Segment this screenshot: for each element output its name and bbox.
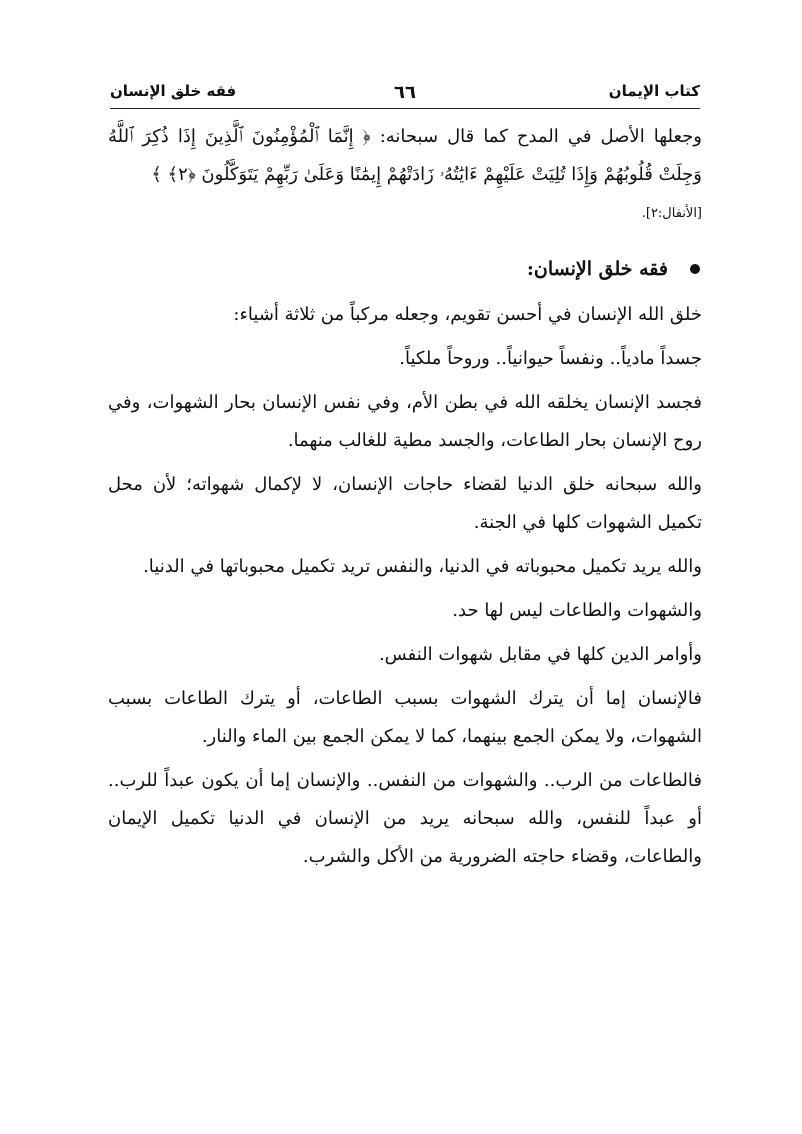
verse-reference: [الأنفال:٢]. <box>641 206 702 221</box>
paragraph: والله سبحانه خلق الدنيا لقضاء حاجات الإنسان، لا لإكمال شهواته؛ لأن محل تكميل الشهوات كلها في الجنة. <box>108 474 702 533</box>
paragraph: جسداً مادياً.. ونفساً حيوانياً.. وروحاً ملكياً. <box>399 348 702 369</box>
paragraph: وأوامر الدين كلها في مقابل شهوات النفس. <box>378 644 702 665</box>
paragraph: والله يريد تكميل محبوباته في الدنيا، والنفس تريد تكميل محبوباتها في الدنيا. <box>143 556 702 577</box>
section-heading-text: فقه خلق الإنسان: <box>526 258 668 280</box>
bullet-icon <box>690 264 700 274</box>
page-body <box>108 118 702 882</box>
page-number: ٦٦ <box>394 82 416 103</box>
page-header <box>110 82 700 110</box>
section-heading <box>108 250 702 288</box>
paragraph: فجسد الإنسان يخلقه الله في بطن الأم، وفي نفس الإنسان بحار الشهوات، وفي روح الإنسان بحار الطاعات، والجسد مطية للغالب منهما. <box>108 392 702 451</box>
chapter-title: فقه خلق الإنسان <box>110 82 237 100</box>
paragraph: والشهوات والطاعات ليس لها حد. <box>452 600 702 621</box>
paragraph: خلق الله الإنسان في أحسن تقويم، وجعله مركباً من ثلاثة أشياء: <box>233 304 702 325</box>
header-divider <box>110 108 700 109</box>
book-title: كتاب الإيمان <box>608 82 700 100</box>
paragraph: فالإنسان إما أن يترك الشهوات بسبب الطاعات، أو يترك الطاعات بسبب الشهوات، ولا يمكن الجمع بينهما، كما لا يمكن الجمع بين الماء والنار. <box>108 688 702 747</box>
paragraph: فالطاعات من الرب.. والشهوات من النفس.. والإنسان إما أن يكون عبداً للرب.. أو عبداً للنفس، والله سبحانه يريد من الإنسان في الدنيا تكميل الإيمان والطاعات، وقضاء حاجته الضرورية من الأكل والشرب. <box>108 770 702 867</box>
paragraph-quran-verse: وجعلها الأصل في المدح كما قال سبحانه: ﴿ إِنَّمَا ٱلْمُؤْمِنُونَ ٱلَّذِينَ إِذَا ذُكِرَ ٱللَّهُ وَجِلَتْ قُلُوبُهُمْ وَإِذَا تُلِيَتْ عَلَيْهِمْ ءَايَٰتُهُۥ زَادَتْهُمْ إِيمَٰنًا وَعَلَىٰ رَبِّهِمْ يَتَوَكَّلُونَ ﴿٢﴾ ﴾ <box>108 126 702 185</box>
